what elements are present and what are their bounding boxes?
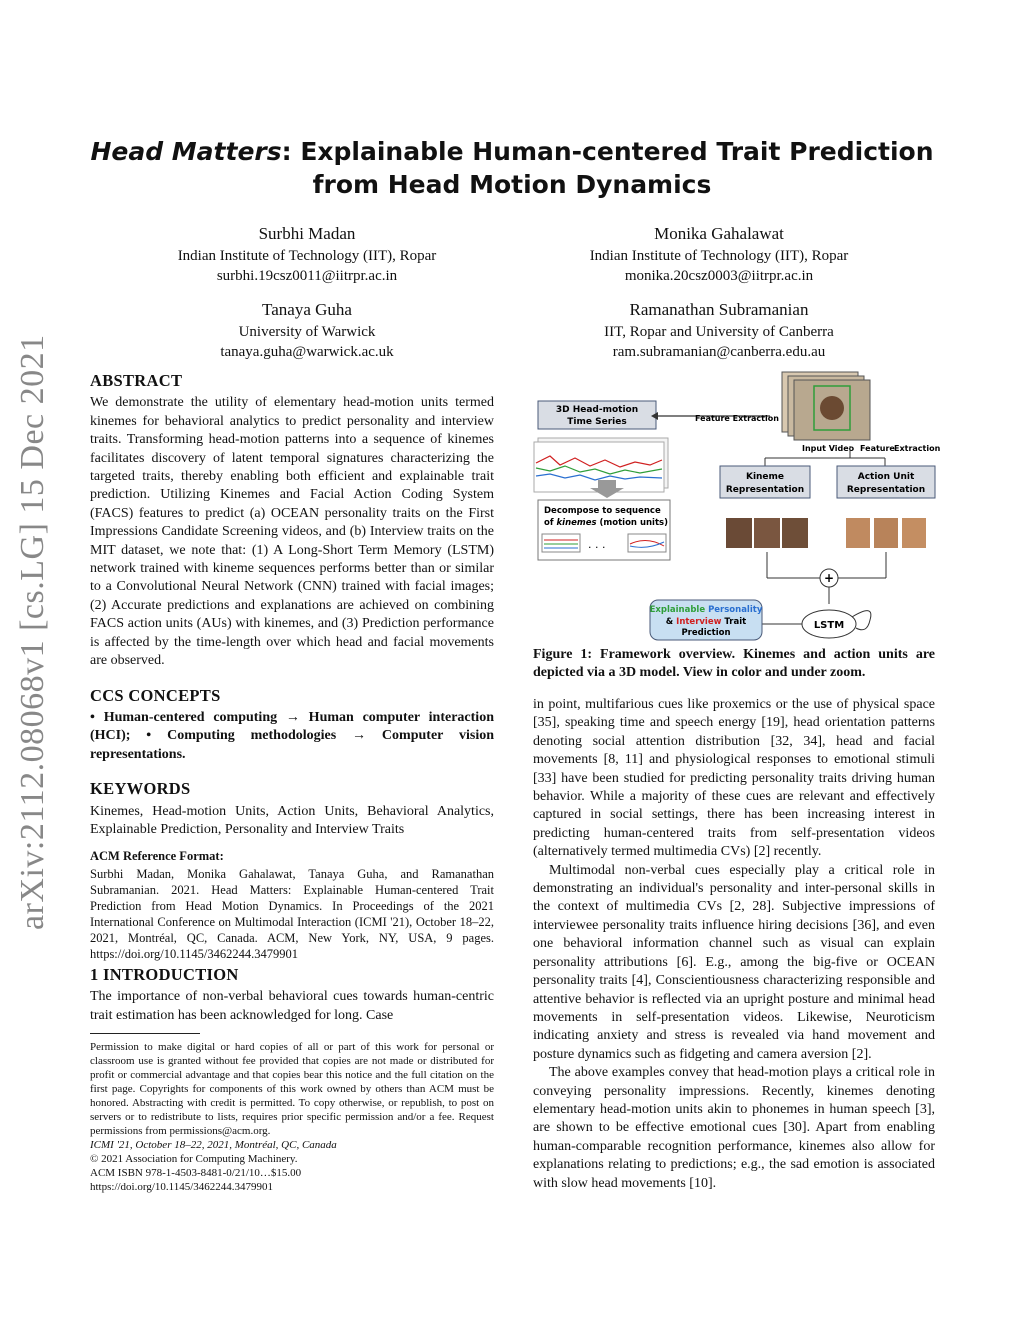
paper-title	[60, 135, 964, 201]
right-paragraph-1: in point, multifarious cues like proxemics or the use of physical space [35], speaking time and speech energy [19], head orientation patterns denoting social attention distribution [32, 34], head and facial movements [8, 11] and physiological responses to emotional stimuli [33] have been studied for predicting personality traits driving human behavior. While a majority of these cues are relevant and effectively captured in social settings, there has been increasing interest in predicting human-centered traits from self-presentation videos (alternatively termed multimedia CVs) [2] recently.	[533, 697, 935, 860]
title-rest: : Explainable Human-centered Trait Prediction	[281, 137, 934, 166]
author-name: Tanaya Guha	[262, 300, 352, 319]
intro-heading: 1 INTRODUCTION	[90, 964, 239, 984]
author-block-3	[107, 298, 507, 362]
right-column	[533, 646, 935, 1193]
author-email: tanaya.guha@warwick.ac.uk	[220, 344, 394, 360]
author-block-2	[519, 222, 919, 286]
ccs-text: • Human-centered computing → Human computer interaction (HCI); • Computing methodologies → Computer vision representations.	[90, 709, 494, 762]
permission-notice	[90, 1040, 494, 1194]
ccs-heading: CCS CONCEPTS	[90, 685, 221, 705]
author-affiliation: Indian Institute of Technology (IIT), Ropar	[177, 248, 437, 264]
author-email: surbhi.19csz0011@iitrpr.ac.in	[216, 268, 398, 284]
abstract-text: We demonstrate the utility of elementary head-motion units termed kinemes for behavioral analytics to predict personality and interview traits. Transforming head-motion patterns into a sequence of kinemes facilitates discovery of latent temporal signatures characterizing the targeted traits, thereby enabling both efficient and explainable trait prediction. Utilizing Kinemes and Facial Action Coding System (FACS) features to predict (a) OCEAN personality traits on the First Impressions Candidate Screening videos, and (b) Interview traits on the MIT dataset, we note that: (1) A Long-Short Term Memory (LSTM) network trained with kineme sequences performs better than or similar to a Convolutional Neural Network (CNN) trained with facial images; (2) Accurate predictions and explanations are achieved on combining FACS action units (AUs) with kinemes, and (3) Prediction performance is affected by the time-length over which head and facial movements are observed.	[90, 395, 494, 669]
pred-l2: & Interview Trait	[665, 617, 747, 627]
acm-ref-text: Surbhi Madan, Monika Gahalawat, Tanaya Guha, and Ramanathan Subramanian. 2021. Head Matters: Explainable Human-centered Trait Prediction from Head Motion Dynamics. In Proceedings of the 2021 International Conference on Multimodal Interaction (ICMI '21), October 18–22, 2021, Montréal, QC, Canada. ACM, New York, NY, USA, 9 pages. https://doi.org/10.1145/3462244.3479901	[90, 866, 494, 961]
kineme-face-2	[754, 518, 780, 548]
author-affiliation: IIT, Ropar and University of Canberra	[604, 324, 834, 340]
kineme-rep-l2: Representation	[725, 485, 805, 495]
input-video-label: Input Video	[802, 444, 855, 453]
lstm-label: LSTM	[813, 620, 845, 631]
face	[820, 396, 844, 420]
author-email: ram.subramanian@canberra.edu.au	[612, 344, 826, 360]
footnote-divider	[90, 1033, 200, 1034]
acm-reference	[90, 847, 494, 961]
title-emph: Head Matters	[90, 137, 282, 166]
framework-figure	[530, 368, 940, 648]
title-line2: from Head Motion Dynamics	[312, 170, 712, 199]
kineme-box-1	[542, 534, 580, 552]
author-name: Monika Gahalawat	[654, 224, 784, 243]
pred-l3: Prediction	[681, 628, 731, 638]
head-motion-label: 3D Head-motion	[555, 405, 639, 415]
arxiv-stamp: arXiv:2112.08068v1 [cs.LG] 15 Dec 2021	[14, 334, 51, 930]
intro-text: The importance of non-verbal behavioral cues towards human-centric trait estimation has been acknowledged for long. Case	[90, 989, 494, 1023]
author-email: monika.20csz0003@iitrpr.ac.in	[624, 268, 814, 284]
author-name: Ramanathan Subramanian	[629, 300, 809, 319]
author-block-1	[107, 222, 507, 286]
kineme-face-1	[726, 518, 752, 548]
time-series-label: Time Series	[567, 417, 627, 427]
isbn-line: ACM ISBN 978-1-4503-8481-0/21/10…$15.00	[90, 1166, 302, 1179]
figure-caption: Figure 1: Framework overview. Kinemes and action units are depicted via a 3D model. View in color and under zoom.	[533, 647, 935, 680]
decompose-l1: Decompose to sequence	[544, 506, 661, 516]
au-face-3	[902, 518, 926, 548]
feature-label: Feature	[860, 444, 895, 453]
au-face-2	[874, 518, 898, 548]
right-paragraph-3: The above examples convey that head-motion plays a critical role in conveying personality impressions. Recently, kinemes denoting elementary head-motion units akin to phonemes in human speech [3], are shown to be effective emotional cues [30]. Apart from enabling human-comparable recognition performance, kinemes also allow for explanations relating to predictions; e.g., the sad emotion is associated with slow head movements [10].	[533, 1065, 935, 1191]
fe-label: Feature Extraction	[695, 414, 779, 423]
author-block-4	[519, 298, 919, 362]
plus-sign: +	[823, 571, 835, 585]
author-name: Surbhi Madan	[258, 224, 356, 243]
author-affiliation: University of Warwick	[238, 324, 376, 340]
keywords-heading: KEYWORDS	[90, 779, 191, 799]
au-face-1	[846, 518, 870, 548]
extraction-label: Extraction	[894, 444, 940, 453]
kineme-rep-l1: Kineme	[745, 472, 785, 482]
right-paragraph-2: Multimodal non-verbal cues especially play a critical role in demonstrating an individual's personality and inter-personal skills in the context of multimedia CVs [2, 28]. Subjective impressions of interviewee personality traits influence hiring decisions [36], and even one behavioral information channel such as visual can explain personality attributions [6]. E.g., among the big-five or OCEAN personality traits [4], Conscientiousness characterizing responsible and attentive behavior is reflected via an upright posture and minimal head movements in self-presentation videos. Likewise, Neuroticism indicating anxiety and stress is revealed via hand movement and posture dynamics such as fidgeting and camera aversion [2].	[533, 862, 935, 1062]
doi-line: https://doi.org/10.1145/3462244.3479901	[90, 1180, 274, 1193]
keywords-text: Kinemes, Head-motion Units, Action Units, Behavioral Analytics, Explainable Prediction, Personality and Interview Traits	[90, 803, 494, 837]
au-rep-l2: Representation	[846, 485, 926, 495]
kineme-dots: . . .	[588, 538, 606, 551]
kineme-face-3	[782, 518, 808, 548]
left-column	[90, 372, 494, 1194]
author-affiliation: Indian Institute of Technology (IIT), Ropar	[589, 248, 849, 264]
acm-ref-heading: ACM Reference Format:	[90, 849, 224, 864]
au-rep-l1: Action Unit	[857, 472, 915, 482]
permission-text: Permission to make digital or hard copies of all or part of this work for personal or classroom use is granted without fee provided that copies are not made or distributed for profit or commercial advantage and that copies bear this notice and the full citation on the first page. Copyrights for components of this work owned by others than ACM must be honored. Abstracting with credit is permitted. To copy otherwise, or republish, to post on servers or to redistribute to lists, requires prior specific permission and/or a fee. Request permissions from permissions@acm.org.	[90, 1040, 494, 1137]
abstract-heading: ABSTRACT	[90, 371, 183, 390]
pred-l1: Explainable Personality	[649, 605, 763, 615]
copyright-line: © 2021 Association for Computing Machinery.	[90, 1152, 298, 1165]
decompose-l2: of kinemes (motion units)	[544, 518, 668, 528]
conference-line: ICMI '21, October 18–22, 2021, Montréal, QC, Canada	[90, 1138, 337, 1151]
